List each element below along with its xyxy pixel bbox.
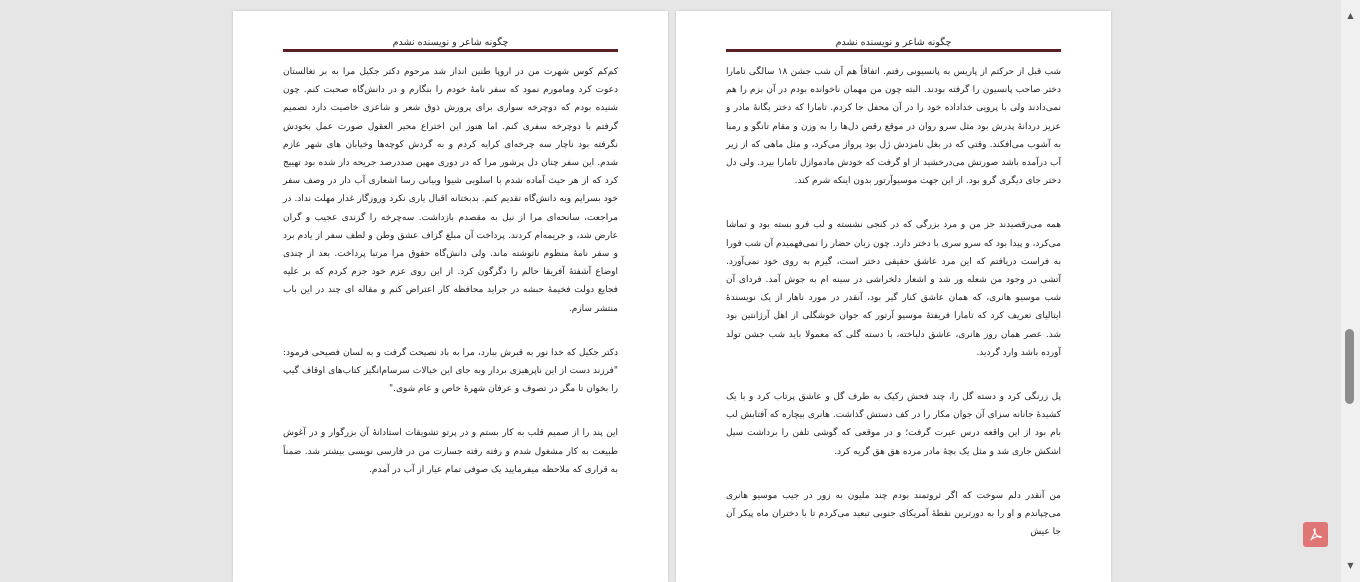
page-header-title: چگونه شاعر و نویسنده نشدم (392, 37, 509, 48)
paragraph: همه می‌رقصیدند جز من و مرد بزرگی که در کنجی نشسته و لب فرو بسته بود و تماشا می‌کرد، و پیدا بود که سرو سری با دختر دارد. چون زبان حضار را نمی‌فهمیدم آن شب فورا به فراست دریافتم که این مرد عاشق حقیقی دختر است، گیرم به روی خود نمی‌آورد. آتشی در وجود من شعله ور شد و اشعار دلخراشی در سینه ام به جوش آمد. فردای آن شب موسیو هانری، که همان عاشق کنار گیر بود، آنقدر در مورد ناهار از یک نویسندهٔ ایتالیای تعریف کرد که تامارا فریفتهٔ موسیو آرتور که جوان خوشگلی از اهل آرژانتین بود شد. عصر همان روز هانری، عاشق دلباخته، با دسته گلی که معمولا باید شب جشن تولد آورده باشد وارد گردید. (726, 220, 1061, 358)
header-rule (726, 49, 1061, 52)
paragraph: پل زرنگی کرد و دسته گل را، چند فحش رکیک به طرف گل و عاشق پرتاب کرد و با یک کشیدهٔ جانانه سزای آن جوان مکار را در کف دستش گذاشت. هانری بیچاره که آفتابش لب بام بود از این واقعه درس عبرت گرفت؛ و در موقعی که گوشی تلفن را برداشت سیل اشکش جاری شد و مثل یک بچهٔ مادر مرده هق هق گریه کرد. (726, 392, 1061, 457)
paragraph: دکتر جکیل که خدا نور به قبرش ببارد، مرا به باد نصیحت گرفت و به لسان فصیحی فرمود: "فرزند دست از این ناپرهیزی بردار وبه جای این خیالات سرسام‌انگیز کتاب‌های اوقاف گیپ را بخوان تا مگر در تصوف و عرفان شهرهٔ خاص و عام شوی." (283, 347, 618, 395)
pdf-file-icon (1307, 526, 1324, 543)
header-rule (283, 49, 618, 52)
page-body (283, 63, 618, 505)
page-body (726, 63, 1061, 567)
page-header-title: چگونه شاعر و نویسنده نشدم (835, 37, 952, 48)
paragraph: این پند را از صمیم قلب به کار بستم و در پرتو تشویقات استادانهٔ آن بزرگوار و در آغوش طبیعت به کار مشغول شدم و رفته رفته جسارت من در فارسی نویسی بیشتر شد. ضمناً به قراری که ملاحظه میفرمایید یک صوفی تمام عیار از آب در آمدم. (283, 428, 618, 475)
document-page-left (233, 11, 668, 582)
scroll-up-arrow-icon[interactable]: ▲ (1347, 11, 1354, 20)
scroll-down-arrow-icon[interactable]: ▼ (1347, 561, 1354, 570)
paragraph: کم‌کم کوس شهرت من در اروپا طنین انداز شد مرحوم دکتر جکیل مرا به بر تغالستان دعوت کرد ومامورم نمود که سفر نامهٔ خودم را بنگارم و در دانش‌گاه صحبت کنم. چون شنیده بودم که دوچرخه سواری برای پرورش ذوق شعر و شاعری خاصیت دارد تصمیم گرفتم با دوچرخه سفری کنم. اما هنوز این اختراع محیر العقول صورت عمل بخودش نگرفته بود ناچار سه چرخه‌ای کرایه کردم و به گردش کوچه‌ها وخیابان های شهر عازم شدم. این سفر چنان دل پرشور مرا که در دوری مهین صددرصد جریحه دار شده بود تهییج کرد که از هر حیث آماده شدم با اسلوبی شیوا وبیانی رسا اشعاری آب دار در وصف سفر خود بسرایم وبه دانش‌گاه تقدیم کنم. بدبختانه اقبال یاری نکرد وروزگار غدار مهلت نداد. در مراجعت، سانحه‌ای مرا از نیل به مقصدم بازداشت. سه‌چرخه را گزندی عجیب و گران عارض شد، و جریمه‌ام کردند. پرداخت آن مبلغ گزاف عشق وطن و لطف سفر از یادم برد و سفر نامهٔ منظوم ناتوشته ماند. ولی دانش‌گاه حقوق مرا مرتبا پرداخت. بعد از چندی اوضاع آشفتهٔ آفریقا حالم را دگرگون کرد. از این روی عزم خود جزم کردم که بر علیه فجایع دولت فخیمهٔ حبشه در جراید محافظه کار اعتراض کنم و مقاله ای چند در این باب منتشر سازم. (283, 67, 618, 314)
vertical-scrollbar[interactable] (1341, 0, 1360, 582)
paragraph: شب قبل از حرکتم از پاریس به پانسیونی رفتم. اتفاقاً هم آن شب جشن ۱۸ سالگی تامارا دختر صاحب پانسیون را گرفته بودند. البته چون من مهمان ناخوانده بودم در آن بزم را هم نمی‌دادند ولی با پرویی خداداده خود را در آن محفل جا کردم. تامارا که دختر یگانهٔ مادر و عزیز دردانهٔ پدرش بود مثل سرو روان در موقع رقص دل‌ها را به وزن و مقام تانگو و رمبا به آشوب می‌افکند. وقتی که در بغل نامزدش ژل بود پرواز می‌کرد، و مثل ماهی که از زیر آب درآمده باشد صورتش می‌درخشید از او گرفت که خودش مادموازل تامارا بیرد. ولی دل دختر جای دیگری گرو بود. از این جهت موسیوآرتور بدون اینکه شرم کند. (726, 67, 1061, 187)
scrollbar-thumb[interactable] (1345, 329, 1354, 404)
document-page-right (676, 11, 1111, 582)
pdf-download-button[interactable] (1303, 522, 1328, 547)
paragraph: من آنقدر دلم سوخت که اگر ثروتمند بودم چند ملیون به زور در جیب موسیو هانری می‌چپاندم و او را به دورترین نقطهٔ آمریکای جنوبی تبعید می‌کردم تا با دختران ماه پیکر آن جا عیش (726, 490, 1061, 538)
